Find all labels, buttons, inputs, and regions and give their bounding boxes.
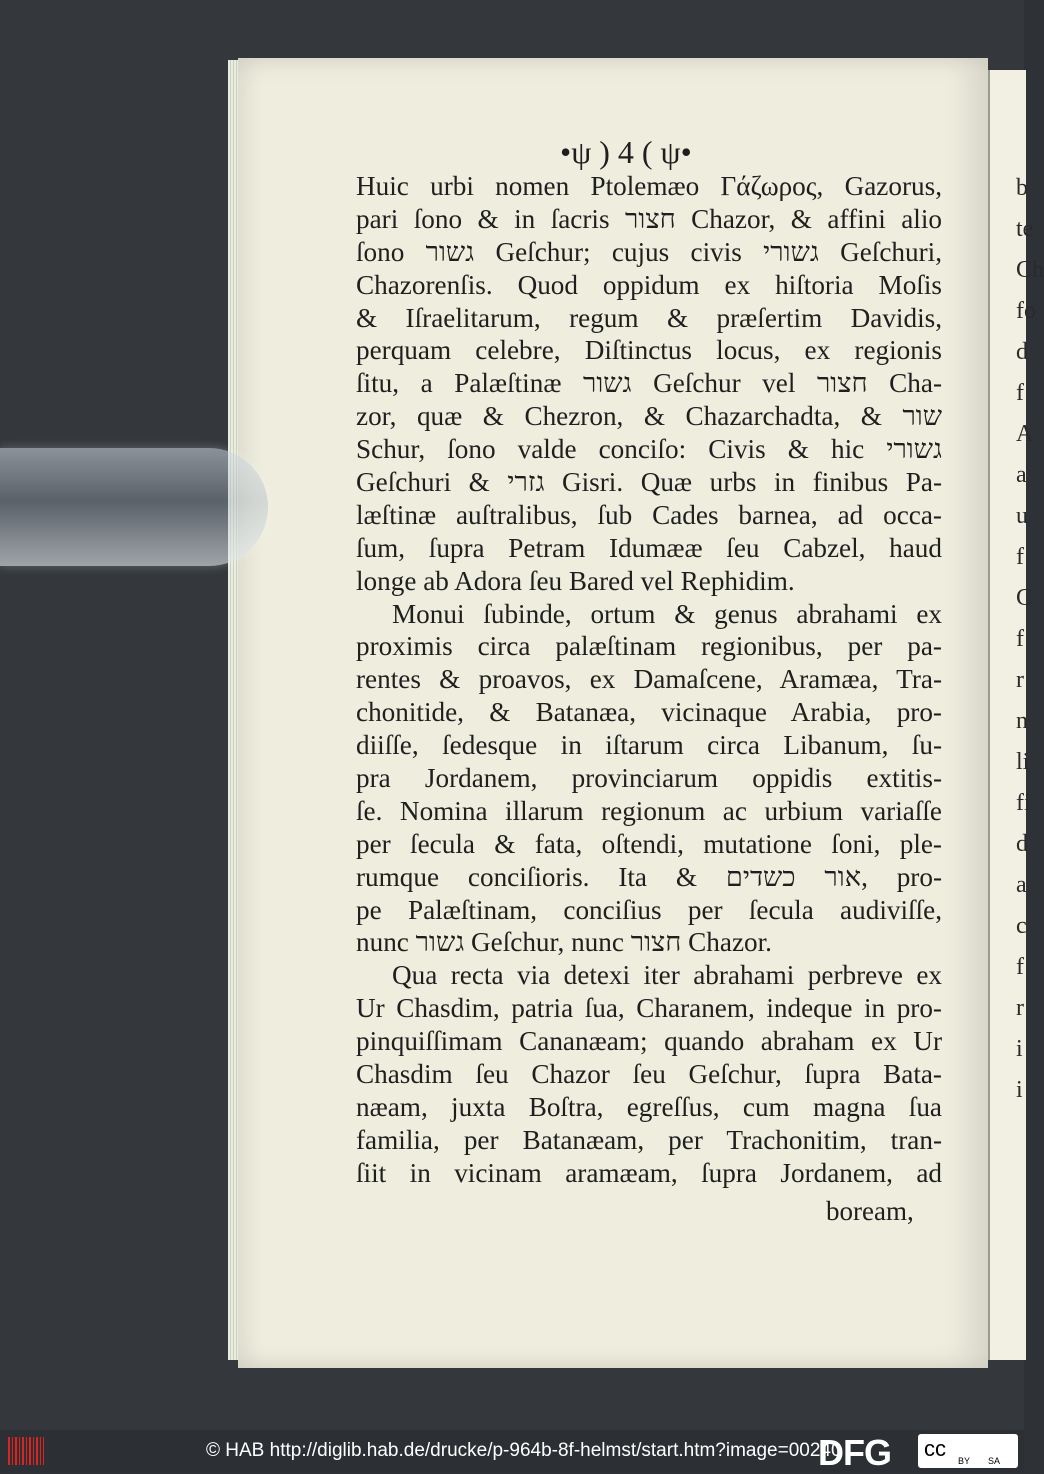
facing-page-fragment: fo (1016, 298, 1036, 324)
facing-page-fragment: C (1016, 585, 1033, 611)
text-line: pinquiſſimam Cananæam; quando abraham ex Ur (356, 1026, 942, 1057)
facing-page-fragment: a (1016, 872, 1027, 898)
facing-page-fragment: i (1016, 1036, 1023, 1062)
text-line: læſtinæ auſtralibus, ſub Cades barnea, ad occa- (356, 499, 942, 530)
text-line: nunc גשור Geſchur, nunc חצור Chazor. (356, 927, 772, 958)
text-line: rumque conciſioris. Ita & אור כשדים, pro- (356, 861, 943, 892)
text-line: næam, juxta Boſtra, egreſſus, cum magna ſua (356, 1091, 942, 1122)
text-line: zor, quæ & Chezron, & Chazarchadta, & שור (356, 401, 942, 432)
facing-page-fragment: b (1016, 175, 1028, 201)
text-line: Ur Chasdim, patria ſua, Charanem, indeque in pro- (356, 993, 942, 1024)
text-line: Qua recta via detexi iter abrahami perbreve ex (392, 960, 942, 991)
facing-page-fragment: d (1016, 831, 1028, 857)
text-line: Chazorenſis. Quod oppidum ex hiſtoria Moſis (356, 269, 942, 300)
facing-page-edge (988, 70, 1044, 1360)
facing-page-fragment: li (1016, 749, 1030, 775)
facing-page-fragment: i (1016, 1077, 1023, 1103)
text-line: chonitide, & Batanæa, vicinaque Arabia, pro- (356, 697, 942, 728)
facing-page-fragment: A (1016, 421, 1034, 447)
text-line: longe ab Adora ſeu Bared vel Rephidim. (356, 565, 795, 596)
text-line: ſiit in vicinam aramæam, ſupra Jordanem, ad (356, 1157, 942, 1188)
text-line: pe Palæſtinam, conciſius per ſecula audiviſſe, (356, 894, 942, 925)
text-line: Monui ſubinde, ortum & genus abrahami ex (392, 598, 942, 629)
facing-page-fragment: f (1016, 954, 1024, 980)
text-line: familia, per Batanæam, per Trachonitim, tran- (356, 1124, 942, 1155)
copyright-link[interactable]: © HAB http://diglib.hab.de/drucke/p-964b-8f-helmst/start.htm?image=00240 (206, 1440, 842, 1461)
text-line: Chasdim ſeu Chazor ſeu Geſchur, ſupra Bata- (356, 1059, 942, 1090)
facing-page-fragment: u (1016, 503, 1028, 529)
text-line: Geſchuri & גזרי Gisri. Quæ urbs in finibus Pa- (356, 467, 943, 498)
text-line: ſum, ſupra Petram Idumææ ſeu Cabzel, haud (356, 532, 942, 563)
text-line: pari ſono & in ſacris חצור Chazor, & affini alio (356, 203, 942, 234)
barcode-icon (8, 1437, 44, 1465)
text-line: ſe. Nomina illarum regionum ac urbium variaſſe (356, 795, 942, 826)
text-line: Schur, ſono valde conciſo: Civis & hic גשורי (356, 434, 942, 465)
cc-sa-label: SA (988, 1456, 1001, 1466)
page-body-text (356, 170, 942, 1190)
text-line: Huic urbi nomen Ptolemæo Γάζωρος, Gazorus, (356, 171, 942, 201)
dfg-logo: DFG (818, 1432, 891, 1473)
facing-page-fragment: fi (1016, 790, 1031, 816)
catchword: boream, (826, 1196, 914, 1226)
page-header: •ψ ) 4 ( ψ• (560, 134, 692, 170)
facing-page-fragment: f (1016, 544, 1024, 570)
facing-page-fragment: c (1016, 913, 1027, 939)
cc-license-badge[interactable] (918, 1434, 1018, 1468)
facing-page-fragment: n (1016, 708, 1028, 734)
text-line: diiſſe, ſedesque in iſtarum circa Libanum, ſu- (356, 730, 942, 761)
facing-page-fragment: f (1016, 626, 1024, 652)
text-line: ſitu, a Palæſtinæ גשור Geſchur vel חצור Cha- (356, 368, 942, 399)
text-line: ſono גשור Geſchur; cujus civis גשורי Geſchuri, (356, 236, 943, 267)
text-line: perquam celebre, Diſtinctus locus, ex regionis (356, 335, 942, 366)
text-line: proximis circa palæſtinam regionibus, per pa- (356, 631, 942, 662)
facing-page-fragment: r (1016, 995, 1024, 1021)
text-line: & Iſraelitarum, regum & præſertim Davidis, (356, 302, 942, 333)
facing-page-fragment: d (1016, 339, 1028, 365)
facing-page-fragment: r (1016, 667, 1024, 693)
facing-page-fragment: f (1016, 380, 1024, 406)
cc-by-label: BY (958, 1456, 971, 1466)
facing-page-fragment: te (1016, 216, 1034, 242)
facing-page-fragment: a (1016, 462, 1027, 488)
text-line: pra Jordanem, provinciarum oppidis extitis- (356, 763, 942, 794)
text-line: rentes & proavos, ex Damaſcene, Aramæa, Tra- (356, 664, 942, 695)
cc-icon: cc (924, 1436, 946, 1461)
facing-page-fragment: Ch (1016, 257, 1044, 283)
page-clip (0, 448, 268, 566)
text-line: per ſecula & fata, oſtendi, mutatione ſoni, ple- (356, 828, 942, 859)
